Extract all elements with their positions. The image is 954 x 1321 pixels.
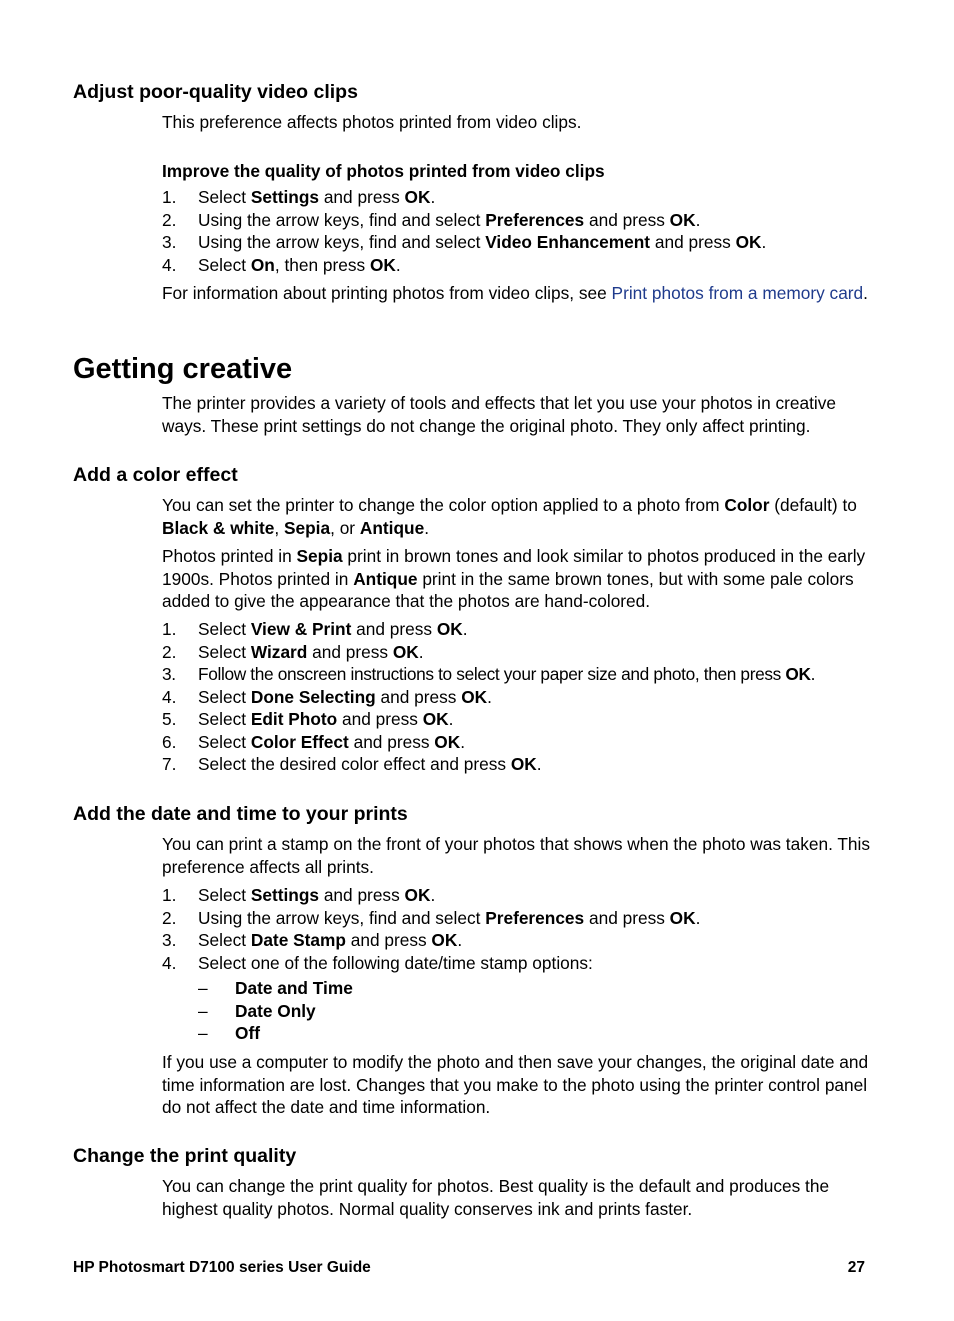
list-item: 6. Select Color Effect and press OK. xyxy=(162,731,466,752)
footer-title: HP Photosmart D7100 series User Guide xyxy=(73,1259,371,1276)
color-steps xyxy=(162,618,872,776)
date-steps xyxy=(162,884,872,974)
heading-date-time: Add the date and time to your prints xyxy=(73,803,408,825)
list-item: 2. Select Wizard and press OK. xyxy=(162,641,424,662)
list-item: 3. Using the arrow keys, find and select Video Enhancement and press OK. xyxy=(162,232,767,252)
list-item: 4. Select one of the following date/time stamp options: xyxy=(162,952,593,973)
video-subheading: Improve the quality of photos printed from video clips xyxy=(162,161,605,181)
creative-intro: The printer provides a variety of tools and effects that let you use your photos in creative ways. These print settings do not change the original photo. They only affect printing. xyxy=(162,393,837,436)
footer-page-number: 27 xyxy=(847,1259,865,1276)
video-intro: This preference affects photos printed from video clips. xyxy=(162,112,582,132)
heading-color-effect: Add a color effect xyxy=(73,464,238,486)
color-paragraph-1: You can set the printer to change the color option applied to a photo from Color (default) to Black & white, Sepia, or Antique. xyxy=(162,495,857,538)
list-item: 3. Select Date Stamp and press OK. xyxy=(162,930,463,950)
list-item: 1. Select View & Print and press OK. xyxy=(162,619,468,639)
list-item: 2. Using the arrow keys, find and select Preferences and press OK. xyxy=(162,209,701,230)
video-note: For information about printing photos from video clips, see Print photos from a memory card. xyxy=(162,283,868,303)
video-steps xyxy=(162,186,872,276)
list-item: 4. Select On, then press OK. xyxy=(162,254,401,275)
list-item: 1. Select Settings and press OK. xyxy=(162,885,436,905)
list-item: 1. Select Settings and press OK. xyxy=(162,187,436,207)
link-print-photos-memory-card[interactable]: Print photos from a memory card xyxy=(611,283,864,303)
list-item: 5. Select Edit Photo and press OK. xyxy=(162,709,454,729)
date-intro: You can print a stamp on the front of your photos that shows when the photo was taken. This preference affects all prints. xyxy=(162,834,871,877)
date-stamp-options xyxy=(198,977,353,1045)
list-item: 2. Using the arrow keys, find and select Preferences and press OK. xyxy=(162,907,701,928)
heading-print-quality: Change the print quality xyxy=(73,1145,297,1167)
color-paragraph-2: Photos printed in Sepia print in brown tones and look similar to photos produced in the early 1900s. Photos printed in Antique print in the same brown tones, but with some pale colors added to give the appearance that the photos are hand-colored. xyxy=(162,546,866,611)
list-item: 7. Select the desired color effect and press OK. xyxy=(162,754,542,774)
heading-getting-creative: Getting creative xyxy=(73,353,293,385)
list-item: – Date Only xyxy=(198,1000,316,1021)
list-item: – Off xyxy=(198,1023,260,1043)
list-item: 3. Follow the onscreen instructions to select your paper size and photo, then press OK. xyxy=(162,664,816,684)
heading-video-clips: Adjust poor-quality video clips xyxy=(73,81,358,103)
quality-intro: You can change the print quality for photos. Best quality is the default and produces the highest quality photos. Normal quality conserves ink and prints faster. xyxy=(162,1176,830,1219)
list-item: 4. Select Done Selecting and press OK. xyxy=(162,686,492,707)
date-note: If you use a computer to modify the photo and then save your changes, the original date and time information are lost. Changes that you make to the photo using the printer control panel do not affect the date and time information. xyxy=(162,1052,869,1117)
list-item: – Date and Time xyxy=(198,978,353,998)
